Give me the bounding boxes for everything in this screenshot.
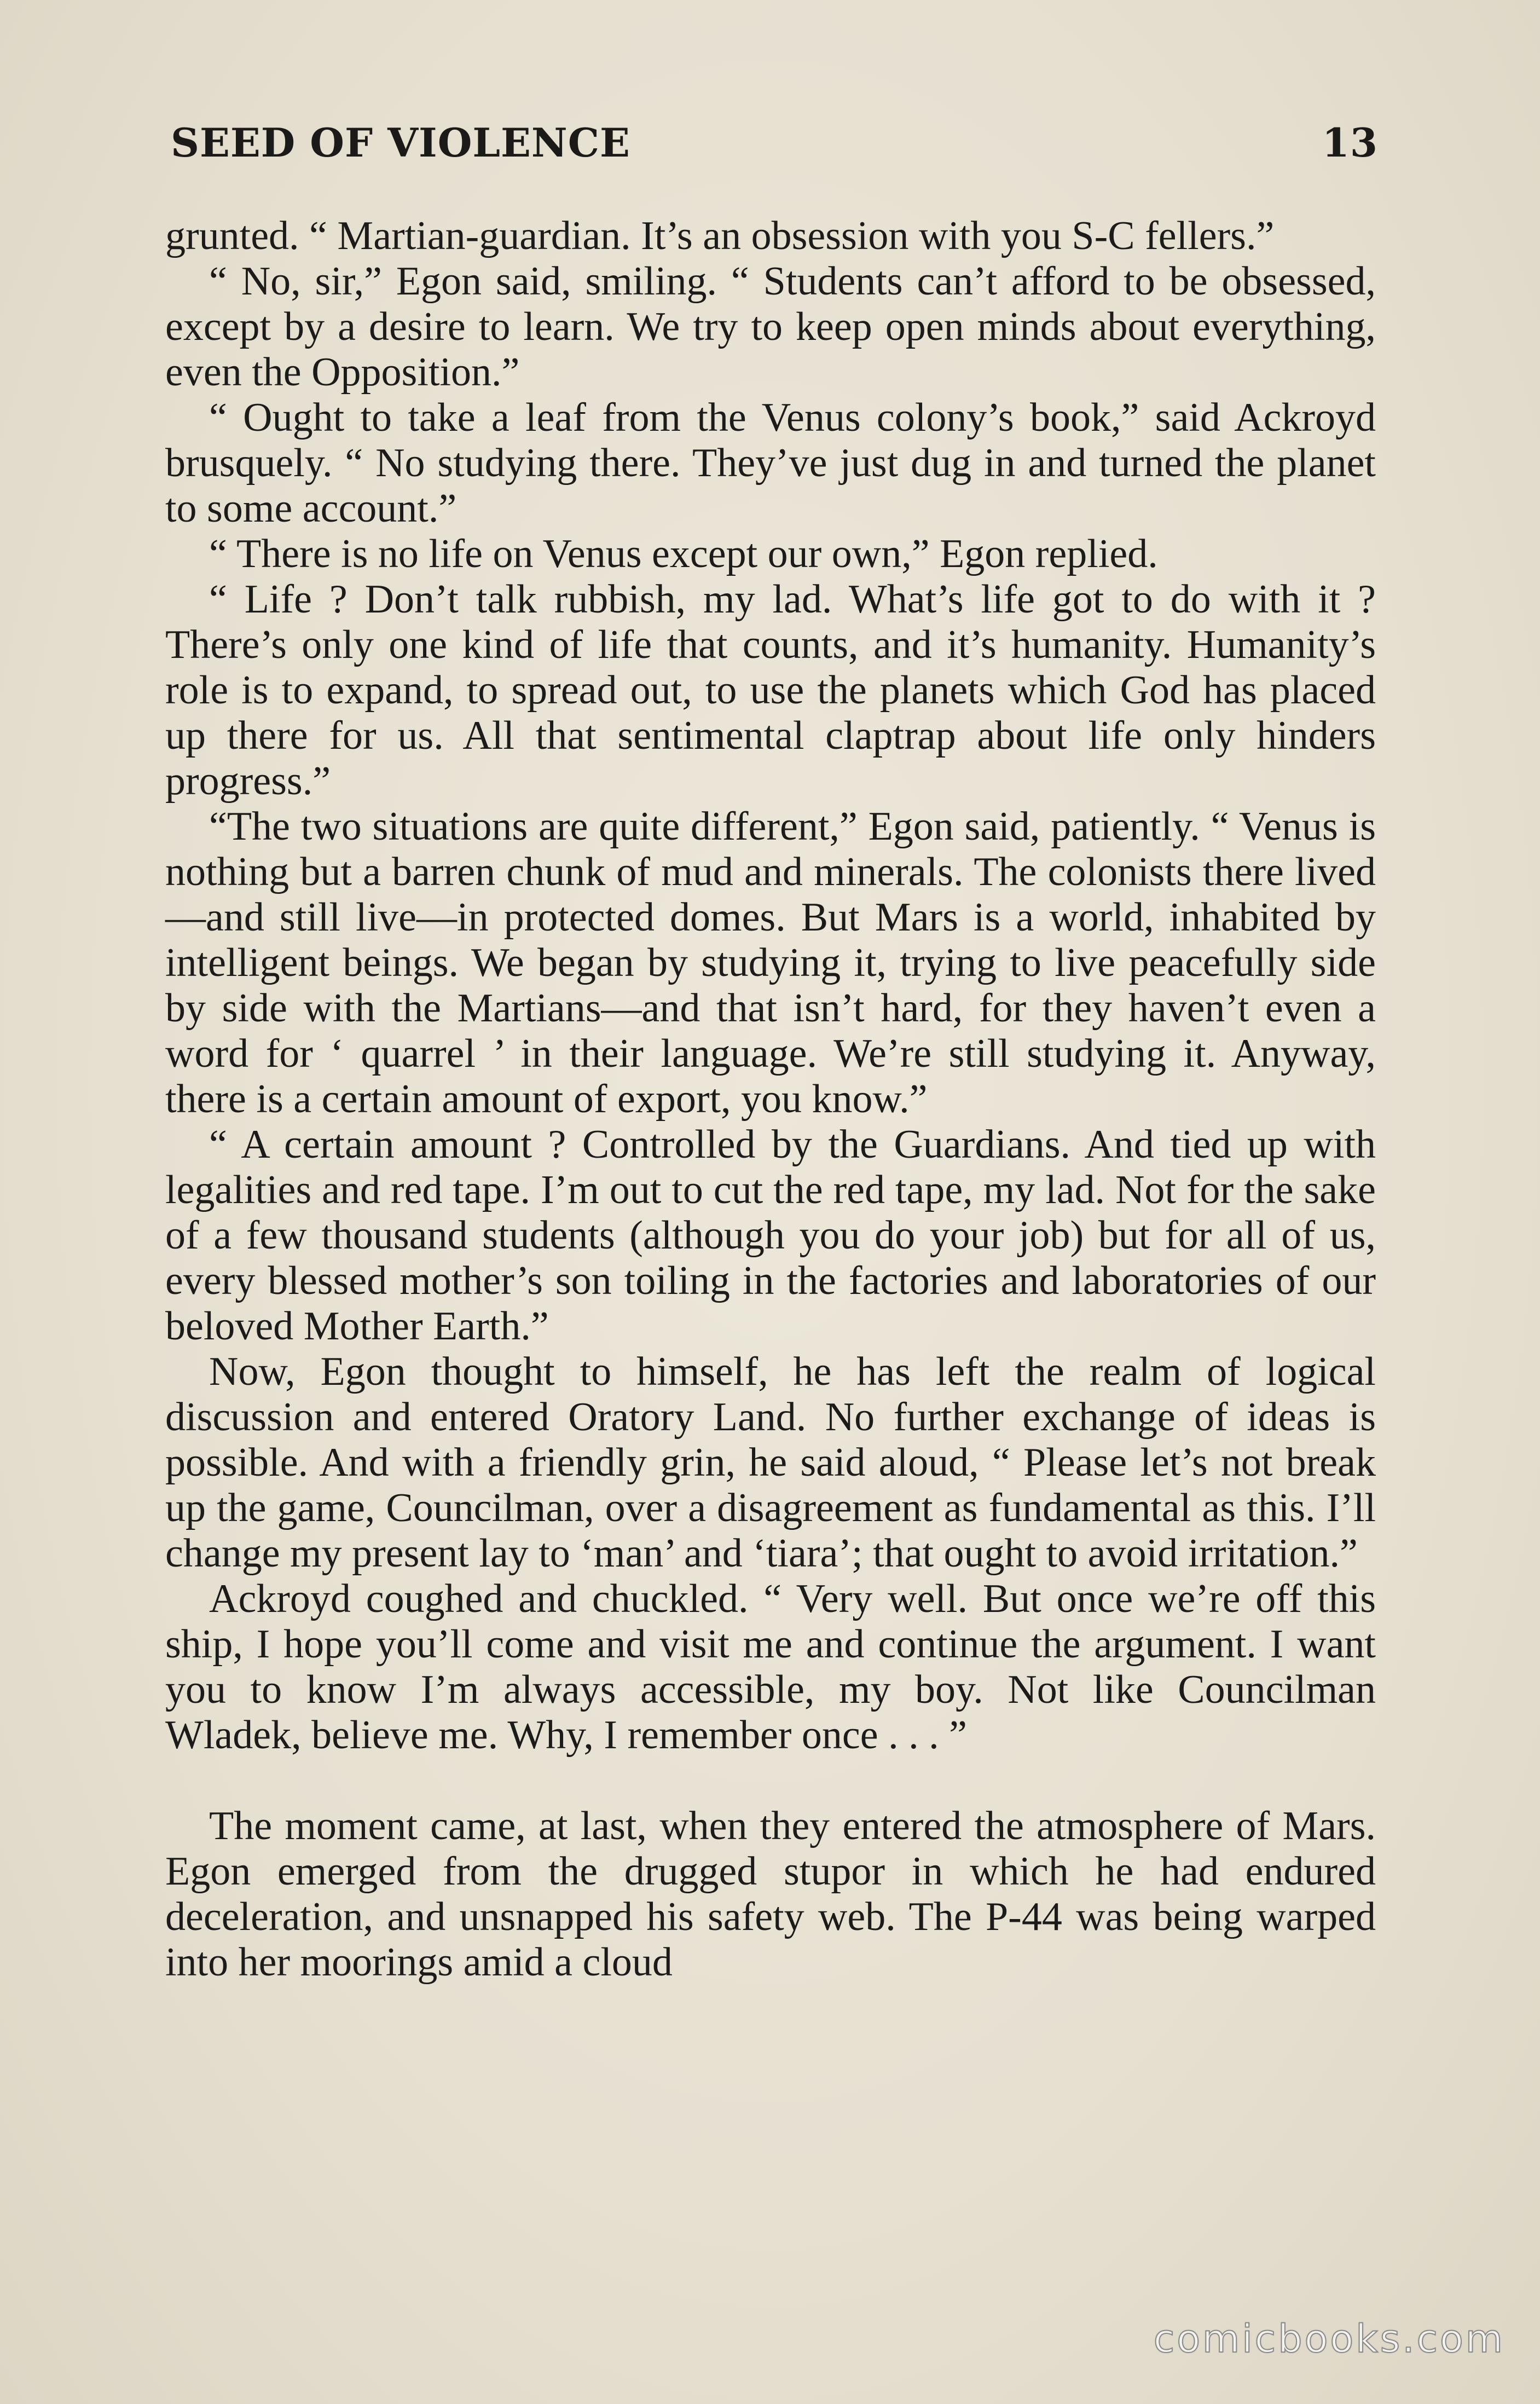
page-number: 13 [1322,119,1378,166]
paragraph: “ A certain amount ? Controlled by the Guardians. And tied up with legalities and red tape. I’m out to cut the red tape, my lad. Not for the sake of a few thousand students (although you do your job) but for all of us, every blessed mother’s son toiling in the factories and laboratories of our beloved Mother Earth.” [165,1122,1376,1349]
paragraph: “ There is no life on Venus except our own,” Egon replied. [209,531,1158,576]
paragraph: Now, Egon thought to himself, he has left the realm of logical discussion and entered Oratory Land. No further exchange of ideas is possible. And with a friendly grin, he said aloud, “ Please let’s not break up the game, Councilman, over a disagreement as fundamental as this. I’ll change my present lay to ‘man’ and ‘tiara’; that ought to avoid irritation.” [165,1349,1376,1576]
running-title: SEED OF VIOLENCE [171,119,630,166]
paragraph: The moment came, at last, when they entered the atmosphere of Mars. Egon emerged from the drugged stupor in which he had endured deceleration, and unsnapped his safety web. The P-44 was being warped into her moorings amid a cloud [165,1804,1376,1985]
paragraph: “ Life ? Don’t talk rubbish, my lad. What’s life got to do with it ? There’s only one kind of life that counts, and it’s humanity. Humanity’s role is to expand, to spread out, to use the planets which God has placed up there for us. All that sentimental claptrap about life only hinders progress.” [165,577,1376,804]
paragraph: Ackroyd coughed and chuckled. “ Very well. But once we’re off this ship, I hope you’ll come and visit me and continue the argument. I want you to know I’m always accessible, my boy. Not like Councilman Wladek, believe me. Why, I remember once . . . ” [165,1576,1376,1758]
paragraph: grunted. “ Martian-guardian. It’s an obsession with you S-C fellers.” [165,213,1275,258]
paragraph: “The two situations are quite different,” Egon said, patiently. “ Venus is nothing but a barren chunk of mud and minerals. The colonists there lived—and still live—in protected domes. But Mars is a world, inhabited by intelligent beings. We began by studying it, trying to live peacefully side by side with the Martians—and that isn’t hard, for they haven’t even a word for ‘ quarrel ’ in their language. We’re still studying it. Anyway, there is a certain amount of export, you know.” [165,804,1376,1122]
body-text [165,213,1376,1985]
page-header [171,119,1378,180]
paragraph: “ Ought to take a leaf from the Venus colony’s book,” said Ackroyd brusquely. “ No studying there. They’ve just dug in and turned the planet to some account.” [165,395,1376,531]
watermark: comicbooks.com [1153,2316,1505,2361]
paragraph: “ No, sir,” Egon said, smiling. “ Students can’t afford to be obsessed, except by a desire to learn. We try to keep open minds about everything, even the Opposition.” [165,259,1376,395]
